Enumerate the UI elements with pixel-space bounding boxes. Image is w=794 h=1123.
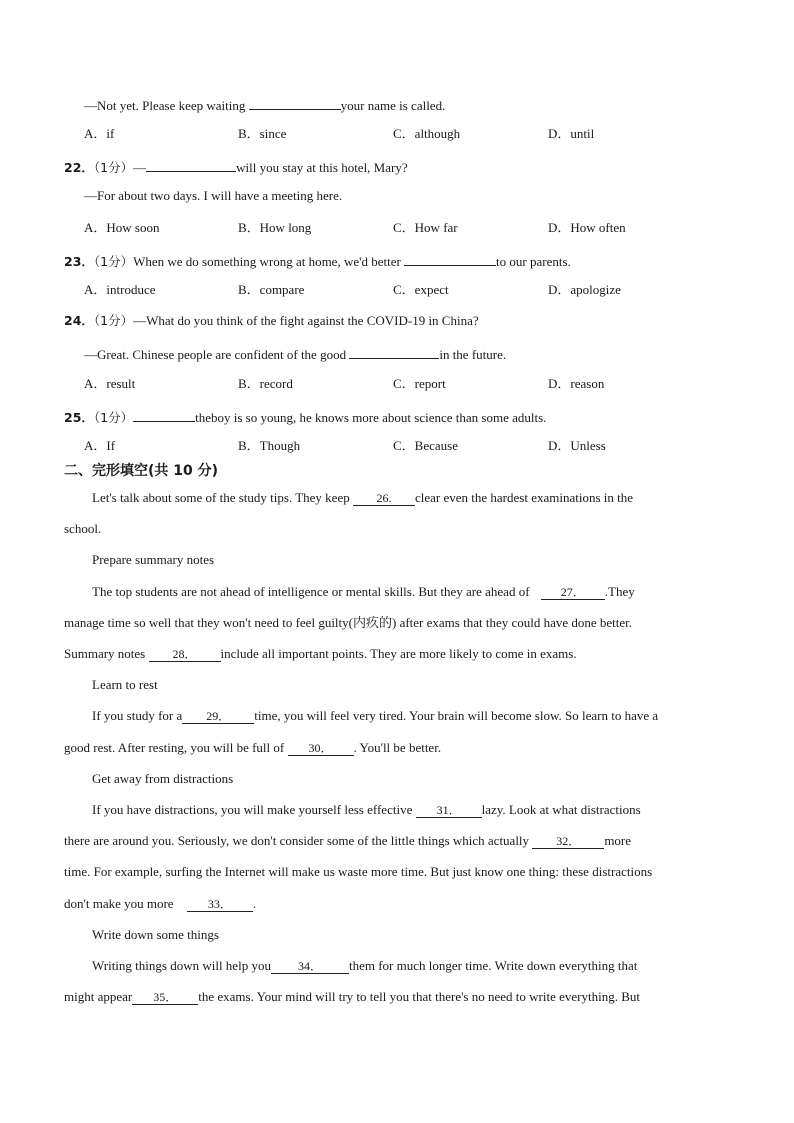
q21-line	[84, 95, 445, 114]
q22-text-a: —	[133, 160, 147, 175]
passage-p1	[92, 490, 633, 506]
q23-text-b: to our parents.	[496, 254, 571, 269]
q21-text-b: your name is called.	[340, 98, 446, 113]
q23-number: 23．	[64, 254, 94, 269]
p5a-text-a: Writing things down will help you	[92, 958, 271, 973]
q22-stem	[64, 157, 408, 176]
q21-option-a[interactable]: A．if	[84, 126, 115, 141]
p1-text-b: clear even the hardest examinations in the	[414, 490, 634, 505]
passage-p3b	[64, 740, 441, 756]
q25-option-a[interactable]: A．If	[84, 438, 116, 453]
q24-option-d[interactable]: D．reason	[548, 376, 605, 391]
q25-option-d[interactable]: D．Unless	[548, 438, 606, 453]
q21-option-d[interactable]: D．until	[548, 126, 595, 141]
p2a-text-b: .They	[604, 584, 635, 599]
q24-line2	[84, 344, 506, 363]
blank-34[interactable]: 34．	[271, 959, 349, 974]
p3b-text-a: good rest. After resting, you will be full of	[64, 740, 288, 755]
q25-score: （1分）	[93, 410, 134, 425]
q23-option-a[interactable]: A．introduce	[84, 282, 156, 297]
p4d-text-b: .	[252, 896, 257, 911]
q23-blank[interactable]	[404, 251, 496, 266]
heading-summary-notes: Prepare summary notes	[92, 552, 215, 567]
q25-number: 25．	[64, 410, 94, 425]
q22-option-a[interactable]: A．How soon	[84, 220, 160, 235]
blank-27[interactable]: 27．	[541, 585, 605, 600]
passage-p1b: school.	[64, 521, 102, 536]
heading-write-down: Write down some things	[92, 927, 219, 942]
q22-number: 22．	[64, 160, 94, 175]
q22-blank[interactable]	[146, 157, 236, 172]
blank-30[interactable]: 30．	[288, 741, 354, 756]
blank-29[interactable]: 29．	[182, 709, 254, 724]
passage-p3a	[92, 708, 658, 724]
p4a-text-a: If you have distractions, you will make yourself less effective	[92, 802, 416, 817]
p1-text-a: Let's talk about some of the study tips. They keep	[92, 490, 353, 505]
p4b-text-b: more	[604, 833, 632, 848]
passage-p4a	[92, 802, 641, 818]
p4d-text-a: don't make you more	[64, 896, 177, 911]
q22-option-d[interactable]: D．How often	[548, 220, 626, 235]
passage-p4c: time. For example, surfing the Internet will make us waste more time. But just know one thing: these distractions	[64, 864, 653, 879]
blank-32[interactable]: 32．	[532, 834, 604, 849]
p4b-text-a: there are around you. Seriously, we don't consider some of the little things which actually	[64, 833, 533, 848]
q24-score: （1分）	[93, 313, 134, 328]
q24-option-b[interactable]: B．record	[238, 376, 293, 391]
q21-option-c[interactable]: C．although	[393, 126, 461, 141]
q23-stem	[64, 251, 571, 270]
p3a-text-a: If you study for a	[92, 708, 183, 723]
q23-option-c[interactable]: C．expect	[393, 282, 449, 297]
q23-option-d[interactable]: D．apologize	[548, 282, 621, 297]
p4a-text-b: lazy. Look at what distractions	[481, 802, 641, 817]
blank-31[interactable]: 31．	[416, 803, 482, 818]
section-title: 二、完形填空(共 10 分)	[64, 463, 219, 479]
blank-35[interactable]: 35．	[132, 990, 198, 1005]
q24-text: —What do you think of the fight against the COVID-19 in China?	[133, 313, 479, 328]
q25-blank[interactable]	[133, 407, 195, 422]
blank-28[interactable]: 28．	[149, 647, 221, 662]
blank-26[interactable]: 26.	[353, 491, 415, 506]
q21-text-a: —Not yet. Please keep waiting	[84, 98, 249, 113]
passage-p4b	[64, 833, 631, 849]
p5a-text-b: them for much longer time. Write down everything that	[348, 958, 638, 973]
passage-p2b: manage time so well that they won't need to feel guilty(内疚的) after exams that they could have done better.	[64, 615, 633, 630]
heading-distractions: Get away from distractions	[92, 771, 234, 786]
q24-option-a[interactable]: A．result	[84, 376, 136, 391]
q23-text-a: When we do something wrong at home, we'd better	[133, 254, 405, 269]
passage-p5a	[92, 958, 637, 974]
passage-p2c	[64, 646, 577, 662]
q22-text-b: will you stay at this hotel, Mary?	[236, 160, 408, 175]
q23-option-b[interactable]: B．compare	[238, 282, 305, 297]
p3b-text-b: . You'll be better.	[353, 740, 442, 755]
q22-line2: —For about two days. I will have a meeting here.	[84, 188, 343, 203]
q24-blank[interactable]	[349, 344, 439, 359]
q24-number: 24．	[64, 313, 94, 328]
q25-stem	[64, 407, 546, 426]
q25-text: theboy is so young, he knows more about science than some adults.	[195, 410, 547, 425]
q25-option-b[interactable]: B．Though	[238, 438, 301, 453]
q24-text-a: —Great. Chinese people are confident of the good	[84, 347, 350, 362]
passage-p2a	[92, 584, 635, 600]
q25-option-c[interactable]: C．Because	[393, 438, 458, 453]
p2c-text-b: include all important points. They are more likely to come in exams.	[220, 646, 577, 661]
heading-learn-to-rest: Learn to rest	[92, 677, 158, 692]
q22-option-b[interactable]: B．How long	[238, 220, 312, 235]
q23-score: （1分）	[93, 254, 134, 269]
p3a-text-b: time, you will feel very tired. Your brain will become slow. So learn to have a	[254, 708, 659, 723]
q21-blank[interactable]	[249, 95, 341, 110]
p5b-text-a: might appear	[64, 989, 133, 1004]
p2a-text-a: The top students are not ahead of intelligence or mental skills. But they are ahead of	[92, 584, 533, 599]
blank-33[interactable]: 33．	[187, 897, 253, 912]
q24-text-b: in the future.	[439, 347, 507, 362]
passage-p5b	[64, 989, 640, 1005]
q21-option-b[interactable]: B．since	[238, 126, 287, 141]
passage-p4d	[64, 896, 256, 912]
q22-option-c[interactable]: C．How far	[393, 220, 458, 235]
q24-stem	[64, 313, 479, 329]
q24-option-c[interactable]: C．report	[393, 376, 446, 391]
p2c-text-a: Summary notes	[64, 646, 149, 661]
p5b-text-b: the exams. Your mind will try to tell you that there's no need to write everything. But	[198, 989, 640, 1004]
q22-score: （1分）	[93, 160, 134, 175]
